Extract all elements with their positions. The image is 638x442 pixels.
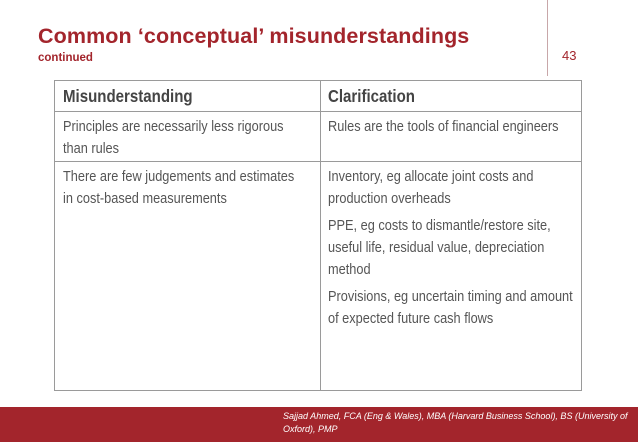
row-1-misunderstanding: Principles are necessarily less rigorous than rules bbox=[63, 119, 284, 157]
clarification-item: Provisions, eg uncertain timing and amount of expected future cash flows bbox=[328, 289, 573, 327]
slide-subtitle: continued bbox=[38, 52, 93, 64]
clarification-item: Rules are the tools of financial engineers bbox=[328, 119, 559, 135]
header-misunderstanding: Misunderstanding bbox=[63, 86, 193, 106]
slide-title: Common ‘conceptual’ misunderstandings bbox=[38, 24, 470, 48]
page-number: 43 bbox=[562, 48, 577, 63]
row-2-clarification bbox=[328, 166, 583, 335]
row-1-clarification bbox=[328, 116, 579, 143]
comparison-table bbox=[54, 80, 582, 391]
clarification-item: PPE, eg costs to dismantle/restore site, useful life, residual value, depreciation method bbox=[328, 218, 551, 278]
row-2-misunderstanding: There are few judgements and estimates in cost-based measurements bbox=[63, 169, 295, 207]
header-row-divider bbox=[55, 111, 581, 112]
column-divider bbox=[320, 81, 321, 390]
row-1-divider bbox=[55, 161, 581, 162]
clarification-item: Inventory, eg allocate joint costs and production overheads bbox=[328, 169, 534, 207]
page-divider bbox=[547, 0, 548, 76]
header-clarification: Clarification bbox=[328, 86, 415, 106]
footer-author-credit: Sajjad Ahmed, FCA (Eng & Wales), MBA (Harvard Business School), BS (University of Oxford), PMP bbox=[283, 411, 628, 434]
